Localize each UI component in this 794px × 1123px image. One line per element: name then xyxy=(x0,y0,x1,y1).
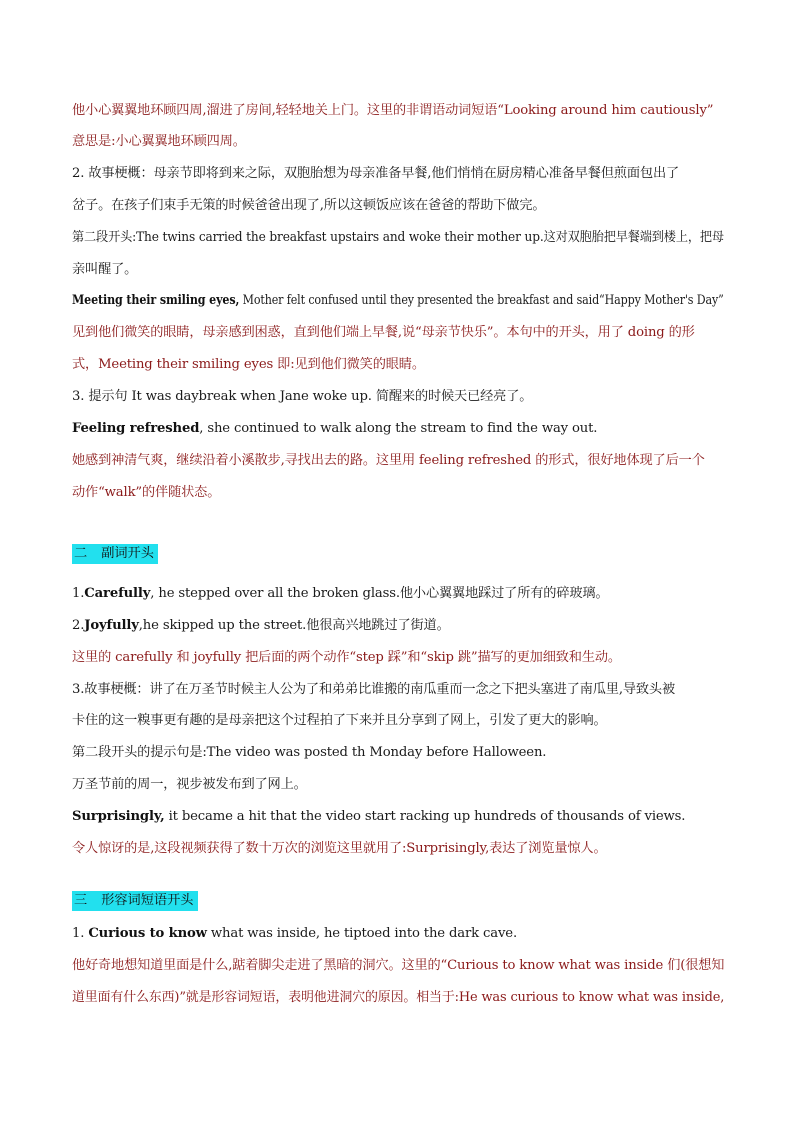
text-line: 她感到神清气爽，继续沿着小溪散步,寻找出去的路。这里用 feeling refreshed 的形式，很好地体现了后一个 xyxy=(72,453,705,468)
section-number: 二 xyxy=(74,546,88,561)
line-text: it became a hit that the video start racking up hundreds of thousands of views. xyxy=(164,809,686,824)
bold-phrase: Feeling refreshed xyxy=(72,421,200,436)
text-line: 道里面有什么东西)”就是形容词短语，表明他进洞穴的原因。相当于:He was curious to know what was inside, xyxy=(72,990,725,1005)
text-line xyxy=(72,419,724,439)
section-heading xyxy=(72,891,198,911)
list-number: 1. xyxy=(72,586,85,601)
line-text: what was inside, he tiptoed into the dark cave. xyxy=(206,926,517,941)
text-line: 第二段开头:The twins carried the breakfast upstairs and woke their mother up.这对双胞胎把早餐端到楼上，把母 xyxy=(72,230,724,245)
text-line: 他小心翼翼地环顾四周,溜进了房间,轻轻地关上门。这里的非谓语动词短语“Looking around him cautiously” xyxy=(72,103,714,118)
text-line: 意思是:小心翼翼地环顾四周。 xyxy=(72,134,246,149)
line-text: ,he skipped up the street.他很高兴地跳过了街道。 xyxy=(138,618,450,633)
text-line: 第二段开头的提示句是:The video was posted th Monday before Halloween. xyxy=(72,745,547,760)
text-line: 这里的 carefully 和 joyfully 把后面的两个动作“step 踩”和“skip 跳”描写的更加细致和生动。 xyxy=(72,650,621,665)
text-line: 3. 提示句 It was daybreak when Jane woke up. 简醒来的时候天已经亮了。 xyxy=(72,389,533,404)
text-line xyxy=(72,291,724,311)
list-number: 2. xyxy=(72,618,85,633)
text-line: 亲叫醒了。 xyxy=(72,262,138,277)
bold-phrase: Meeting their smiling eyes, xyxy=(72,293,240,308)
line-text: , he stepped over all the broken glass.他小心翼翼地踩过了所有的碎玻璃。 xyxy=(150,586,609,601)
text-line: 卡住的这一糗事更有趣的是母亲把这个过程拍了下来并且分享到了网上，引发了更大的影响。 xyxy=(72,713,607,728)
section-title: 形容词短语开头 xyxy=(101,893,194,908)
text-line: 见到他们微笑的眼睛，母亲感到困惑，直到他们端上早餐,说“母亲节快乐”。本句中的开头，用了 doing 的形 xyxy=(72,325,695,340)
line-text: , she continued to walk along the stream to find the way out. xyxy=(199,421,598,436)
text-line: 3.故事梗概：讲了在万圣节时候主人公为了和弟弟比谁搬的南瓜重而一念之下把头塞进了南瓜里,导致头被 xyxy=(72,682,676,697)
bold-phrase: Carefully xyxy=(84,586,151,601)
text-line: 2. 故事梗概：母亲节即将到来之际，双胞胎想为母亲准备早餐,他们悄悄在厨房精心准备早餐但煎面包出了 xyxy=(72,166,680,181)
text-line: 令人惊讶的是,这段视频获得了数十万次的浏览这里就用了:Surprisingly,表达了浏览量惊人。 xyxy=(72,841,607,856)
section-heading xyxy=(72,544,158,564)
text-line: 他好奇地想知道里面是什么,踮着脚尖走进了黑暗的洞穴。这里的“Curious to know what was inside 们(很想知 xyxy=(72,958,725,973)
text-line xyxy=(72,584,724,604)
text-line: 动作“walk”的伴随状态。 xyxy=(72,485,221,500)
bold-phrase: Surprisingly, xyxy=(72,809,165,824)
text-line xyxy=(72,924,724,944)
text-line: 式，Meeting their smiling eyes 即:见到他们微笑的眼睛。 xyxy=(72,357,425,372)
bold-phrase: Curious to know xyxy=(88,926,207,941)
text-line xyxy=(72,616,724,636)
section-number: 三 xyxy=(74,893,88,908)
text-line xyxy=(72,807,724,827)
section-title: 副词开头 xyxy=(101,546,154,561)
bold-phrase: Joyfully xyxy=(84,618,139,633)
text-line: 万圣节前的周一，视步被发布到了网上。 xyxy=(72,777,307,792)
text-line: 岔子。在孩子们束手无策的时候爸爸出现了,所以这顿饭应该在爸爸的帮助下做完。 xyxy=(72,198,546,213)
line-text: Mother felt confused until they presented the breakfast and said“Happy Mother's Day” xyxy=(239,293,724,308)
list-number: 1. xyxy=(72,926,89,941)
